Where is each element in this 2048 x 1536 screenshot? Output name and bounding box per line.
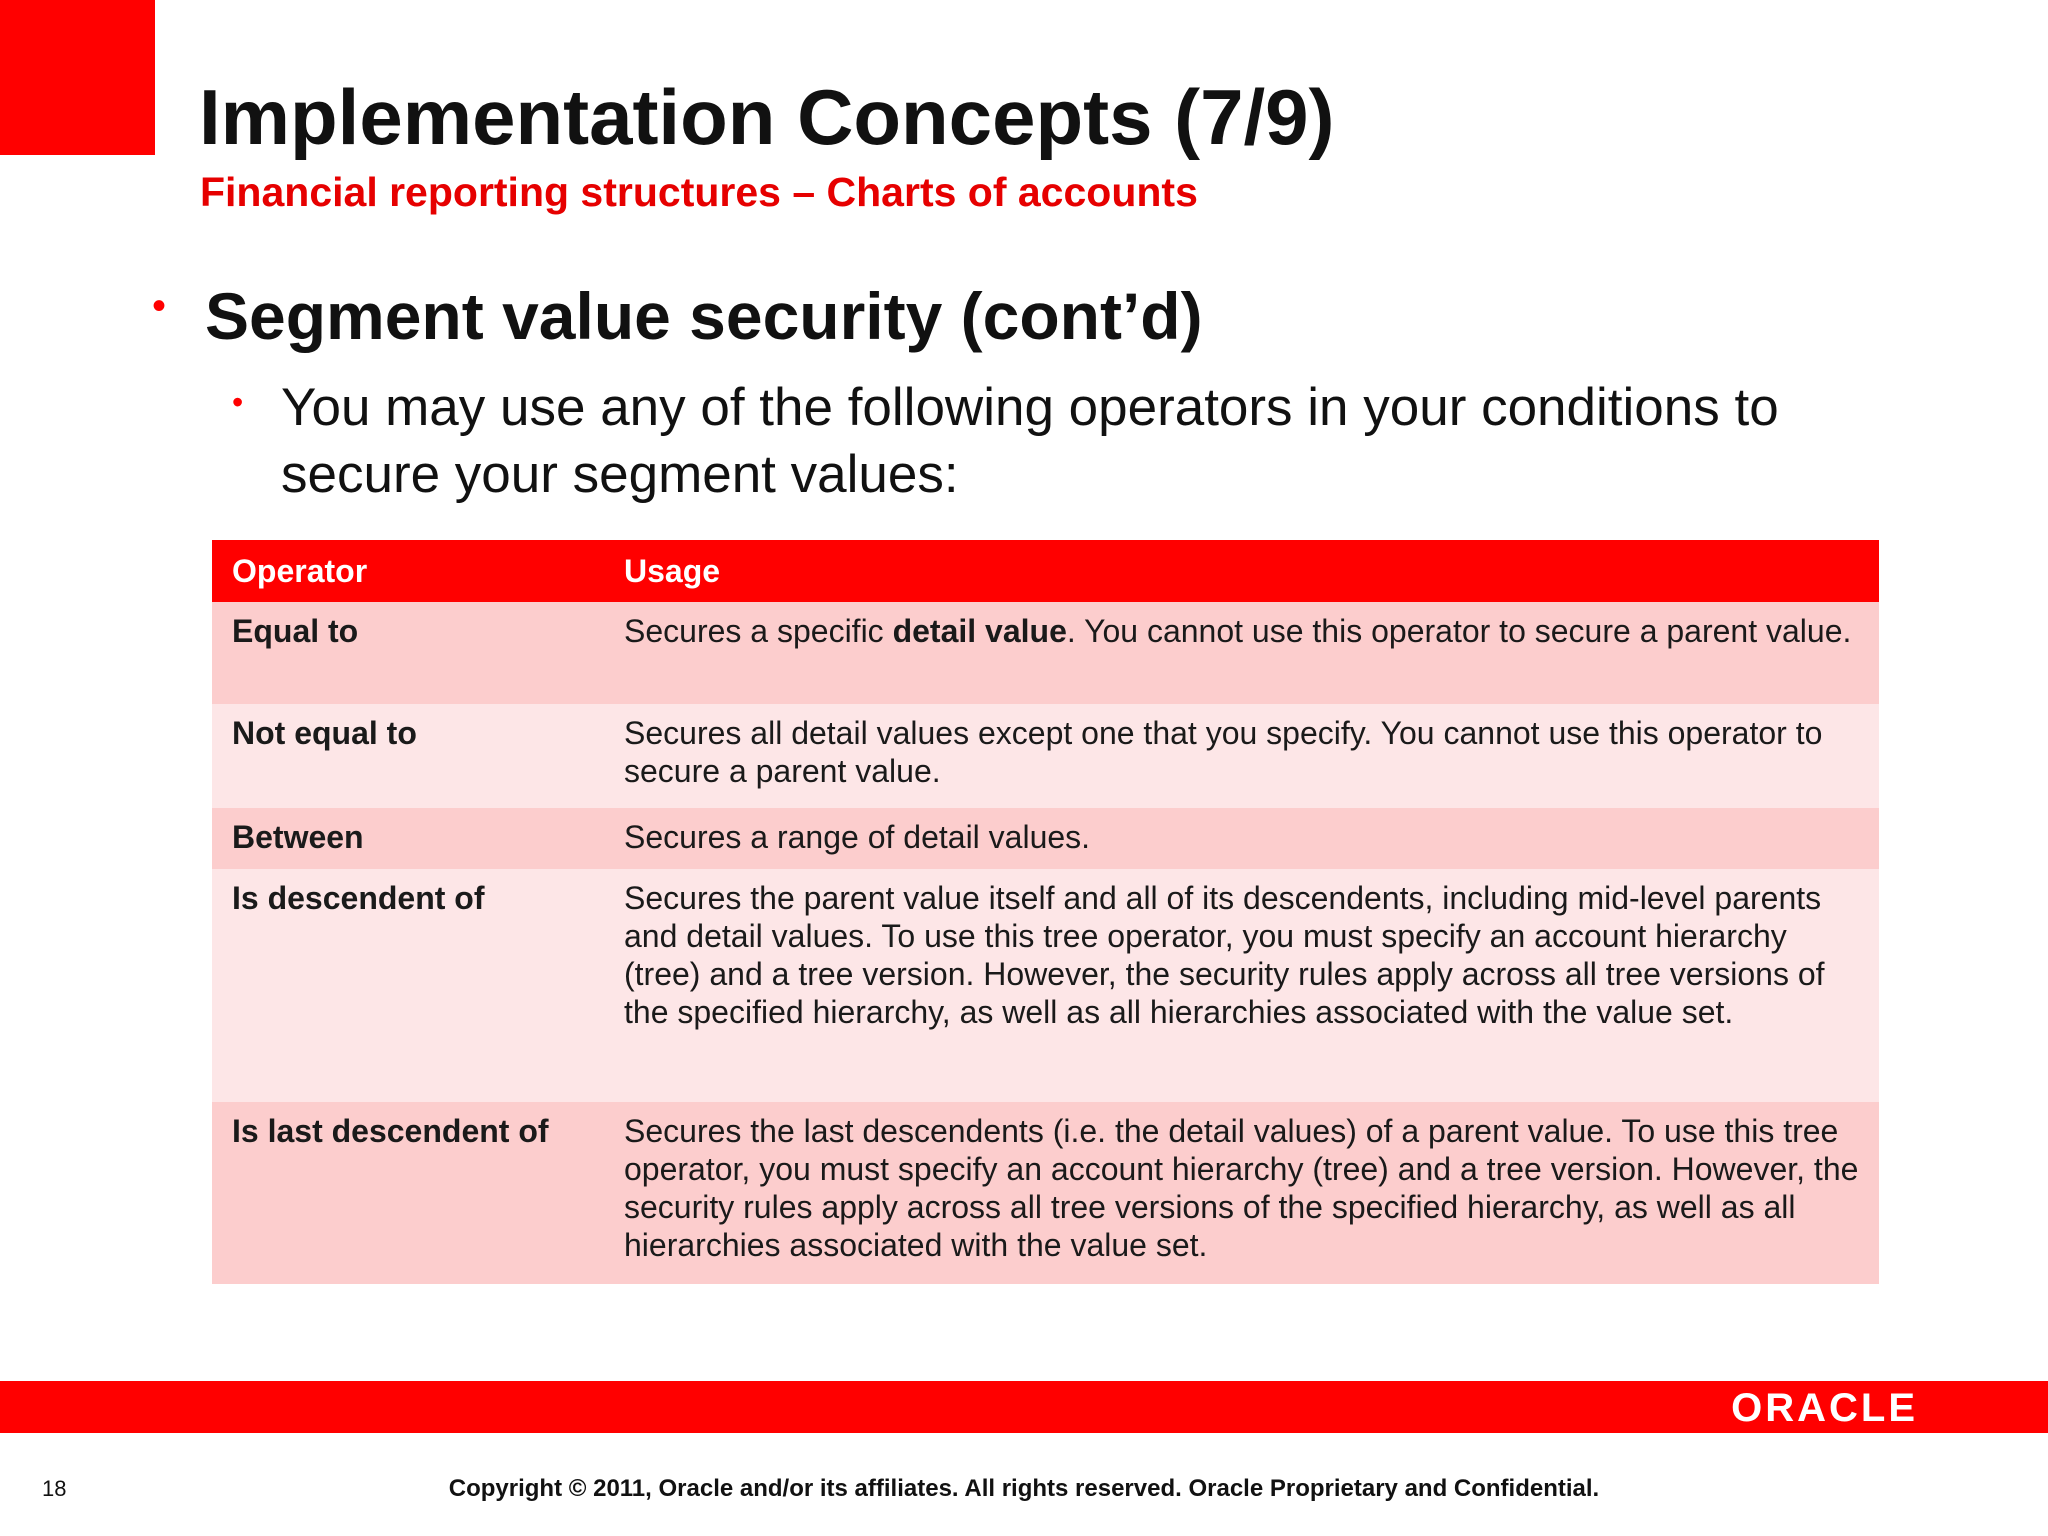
table-row — [212, 869, 1879, 1102]
table-row — [212, 602, 1879, 704]
operator-cell: Is descendent of — [212, 869, 604, 1102]
usage-cell: Secures the last descendents (i.e. the detail values) of a parent value. To use this tree operator, you must specify an account hierarchy (tree) and a tree version. However, the security rules apply across all tree versions of the specified hierarchy, as well as all hierarchies associated with the value set. — [604, 1102, 1879, 1284]
page-number: 18 — [42, 1476, 67, 1501]
bullet-level1-marker: • — [152, 284, 167, 328]
table-row — [212, 808, 1879, 869]
usage-text: . You cannot use this operator to secure a parent value. — [1066, 613, 1852, 649]
bullet-level2-marker: • — [232, 384, 244, 420]
header-operator: Operator — [212, 540, 604, 602]
operator-cell: Is last descendent of — [212, 1102, 604, 1284]
slide-title: Implementation Concepts (7/9) — [199, 73, 1335, 161]
usage-text: Secures a specific — [624, 613, 893, 649]
operator-cell: Not equal to — [212, 704, 604, 808]
usage-cell: Secures a range of detail values. — [604, 808, 1879, 869]
operator-cell: Between — [212, 808, 604, 869]
oracle-logo: ORACLE — [1731, 1386, 1918, 1430]
corner-accent-block — [0, 0, 155, 155]
header-usage: Usage — [604, 540, 1879, 602]
usage-cell: Secures all detail values except one that you specify. You cannot use this operator to secure a parent value. — [604, 704, 1879, 808]
copyright-notice: Copyright © 2011, Oracle and/or its affiliates. All rights reserved. Oracle Proprietary and Confidential. — [448, 1475, 1600, 1502]
operators-table — [212, 540, 1879, 1284]
slide-subtitle: Financial reporting structures – Charts of accounts — [200, 169, 1198, 215]
bullet-level2-text: You may use any of the following operators in your conditions to secure your segment values: — [281, 378, 1779, 504]
table-row — [212, 704, 1879, 808]
usage-cell: Secures the parent value itself and all of its descendents, including mid-level parents and detail values. To use this tree operator, you must specify an account hierarchy (tree) and a tree version. However, the security rules apply across all tree versions of the specified hierarchy, as well as all hierarchies associated with the value set. — [604, 869, 1879, 1102]
operator-cell: Equal to — [212, 602, 604, 704]
usage-emphasis: detail value — [892, 613, 1067, 649]
usage-cell — [604, 602, 1879, 704]
table-row — [212, 1102, 1879, 1284]
bullet-level1-text: Segment value security (cont’d) — [205, 279, 1203, 353]
table-header-row — [212, 540, 1879, 602]
